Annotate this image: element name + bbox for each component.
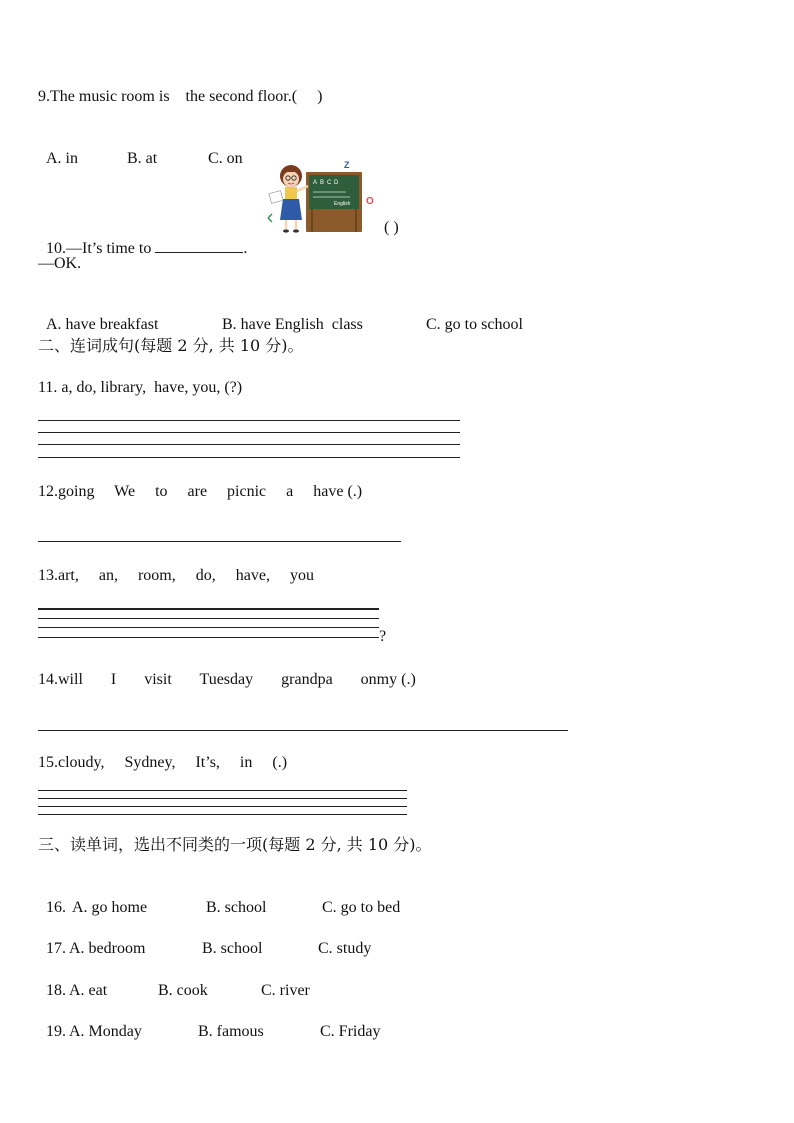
option-c: C. go to bed — [322, 899, 401, 916]
option-c: C. on — [208, 150, 243, 167]
question-10-reply: —OK. — [38, 255, 82, 272]
question-10-suffix: . — [243, 240, 248, 257]
question-11-stem: 11. a, do, library, have, you, (?) — [38, 379, 243, 396]
answer-line[interactable] — [38, 730, 568, 731]
board-word: English — [334, 201, 351, 207]
question-19-number: 19. — [46, 1023, 66, 1040]
board-letter-d: D — [334, 180, 339, 186]
question-17-number: 17. — [46, 940, 66, 957]
answer-line[interactable] — [38, 806, 407, 807]
option-c: C. Friday — [320, 1023, 381, 1040]
question-13-end-mark: ? — [379, 628, 387, 645]
option-a: A. eat — [69, 982, 108, 999]
option-c: C. river — [261, 982, 310, 999]
section-3-heading: 三、读单词，选出不同类的一项(每题 2 分, 共 10 分)。 — [38, 835, 432, 854]
question-15-stem: 15.cloudy, Sydney, It’s, in (.) — [38, 754, 288, 771]
option-a: A. in — [46, 150, 78, 167]
floating-letter-z: Z — [344, 160, 350, 170]
question-10-stem — [38, 218, 247, 259]
question-9-stem: 9.The music room is the second floor.( ) — [38, 88, 323, 105]
option-c: C. go to school — [426, 316, 523, 333]
option-a: A. Monday — [69, 1023, 142, 1040]
answer-line[interactable] — [38, 814, 407, 815]
option-b: B. school — [202, 940, 263, 957]
question-19 — [38, 1002, 380, 1042]
board-letter-c: C — [327, 180, 332, 186]
board-letter-a: A — [313, 180, 318, 186]
option-b: B. have English class — [222, 316, 363, 333]
board-letter-b: B — [320, 180, 325, 186]
answer-line[interactable] — [38, 790, 407, 791]
answer-line[interactable] — [38, 444, 460, 445]
answer-line[interactable] — [38, 457, 460, 458]
question-12-stem: 12.going We to are picnic a have (.) — [38, 483, 363, 500]
option-a: A. bedroom — [69, 940, 146, 957]
question-9-options — [38, 129, 243, 169]
floating-letter-o: O — [366, 196, 374, 207]
question-10-prefix: 10.—It’s time to — [46, 240, 152, 257]
option-a: A. go home — [72, 899, 148, 916]
question-13-stem: 13.art, an, room, do, have, you — [38, 567, 314, 584]
question-10-answer-paren: ( ) — [384, 219, 399, 236]
answer-line[interactable] — [38, 420, 460, 421]
question-16-number: 16. — [46, 899, 66, 916]
option-c: C. study — [318, 940, 372, 957]
question-14-stem: 14.will I visit Tuesday grandpa onmy (.) — [38, 671, 416, 688]
option-b: B. school — [206, 899, 267, 916]
section-2-heading: 二、连词成句(每题 2 分, 共 10 分)。 — [38, 336, 304, 355]
answer-line[interactable] — [38, 637, 379, 638]
option-b: B. famous — [198, 1023, 264, 1040]
question-10-options — [38, 295, 523, 335]
answer-line[interactable] — [38, 618, 379, 619]
answer-line[interactable] — [38, 627, 379, 628]
teacher-blackboard-illustration — [262, 158, 380, 236]
option-b: B. cook — [158, 982, 208, 999]
answer-line[interactable] — [38, 541, 401, 542]
question-18-number: 18. — [46, 982, 66, 999]
question-17 — [38, 919, 371, 959]
answer-line[interactable] — [38, 798, 407, 799]
question-16 — [38, 878, 400, 918]
answer-blank[interactable] — [155, 238, 243, 253]
answer-line[interactable] — [38, 608, 379, 610]
option-b: B. at — [127, 150, 158, 167]
question-18 — [38, 961, 310, 1001]
option-a: A. have breakfast — [46, 316, 159, 333]
answer-line[interactable] — [38, 432, 460, 433]
